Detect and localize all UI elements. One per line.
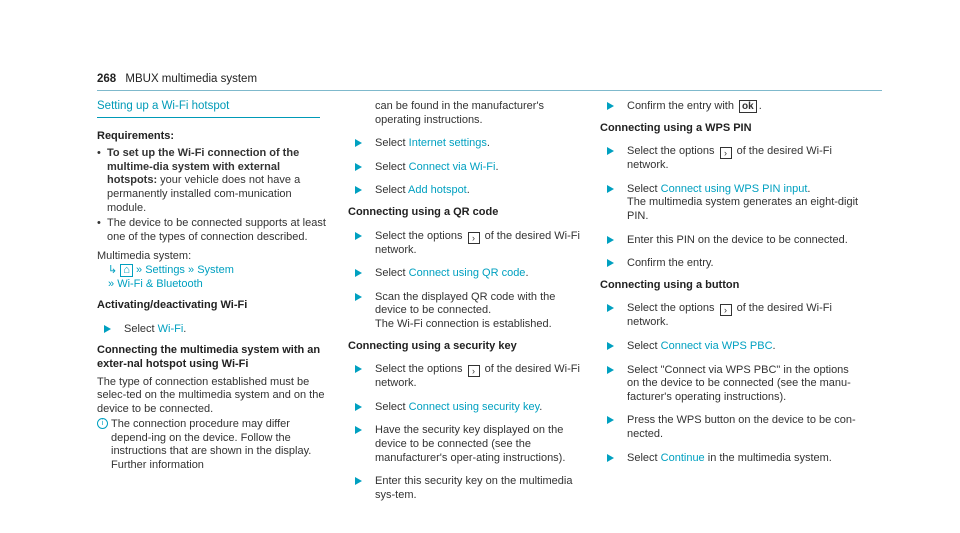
step <box>348 137 585 151</box>
step-text: Select "Connect via WPS PBC" in the options on the device to be connected (see the manu-facturer's operating instructions). <box>627 363 851 403</box>
step-text: Select <box>375 160 409 173</box>
step <box>348 230 585 258</box>
step-text: Enter this PIN on the device to be connected. <box>627 233 848 246</box>
step-arrow-icon <box>355 186 362 194</box>
step <box>600 302 860 330</box>
step-arrow-icon <box>607 102 614 110</box>
connect-wps-pbc-link[interactable]: Connect via WPS PBC <box>660 339 773 352</box>
path-wifi-bluetooth[interactable]: Wi-Fi & Bluetooth <box>117 277 203 290</box>
activate-heading: Activating/deactivating Wi-Fi <box>97 299 248 312</box>
step-text: Confirm the entry. <box>627 257 714 270</box>
step-text: . <box>807 182 811 195</box>
step-text: . <box>495 160 499 173</box>
step-text: Select <box>375 184 409 197</box>
note-text: The connection procedure may differ depend-ing on the device. Follow the instructions that are shown in the display. Further information <box>111 418 312 472</box>
step-arrow-icon <box>607 147 614 155</box>
connect-security-key-link[interactable]: Connect using security key <box>408 400 540 413</box>
internet-settings-link[interactable]: Internet settings <box>408 137 487 150</box>
step-arrow-icon <box>607 342 614 350</box>
step-text: . <box>183 322 187 335</box>
path-arrow-icon: ↳ <box>108 263 118 276</box>
step-text: Confirm the entry with <box>627 100 738 112</box>
step <box>97 323 330 337</box>
requirement-text: your vehicle does not have a permanently installed com-munication module. <box>107 174 301 214</box>
menu-path <box>97 264 330 291</box>
step <box>348 401 585 415</box>
requirements-heading: Requirements: <box>97 129 175 142</box>
path-separator-icon: » <box>188 263 195 276</box>
qr-heading: Connecting using a QR code <box>348 205 499 218</box>
step-text: Have the security key displayed on the device to be connected (see the manufacturer's oper-ating instructions). <box>375 424 566 464</box>
bullet-icon: • <box>97 147 101 160</box>
requirement-item <box>97 147 330 215</box>
info-icon: i <box>97 418 108 429</box>
connect-heading: Connecting the multimedia system with an exter-nal hotspot using Wi-Fi <box>97 344 321 370</box>
step-arrow-icon <box>355 365 362 373</box>
requirement-text: The device to be connected supports at least one of the types of connection described. <box>107 217 326 243</box>
step-text: Select <box>375 400 409 413</box>
add-hotspot-link[interactable]: Add hotspot <box>408 184 467 197</box>
step-arrow-icon <box>607 454 614 462</box>
path-label: Multimedia system: <box>97 250 192 263</box>
step-text: Select <box>627 182 661 195</box>
step-arrow-icon <box>607 236 614 244</box>
step <box>348 475 585 502</box>
options-icon[interactable]: › <box>720 147 732 159</box>
column-2 <box>348 100 585 510</box>
step-text: Scan the displayed QR code with the device to be connected. <box>375 290 556 317</box>
step-text: Select the options <box>627 145 718 158</box>
step-arrow-icon <box>355 139 362 147</box>
step-result: The multimedia system generates an eight-digit PIN. <box>627 196 859 222</box>
step-arrow-icon <box>607 304 614 312</box>
step <box>600 234 860 248</box>
page-header <box>97 73 257 85</box>
step <box>600 100 860 114</box>
step <box>348 424 585 465</box>
step-arrow-icon <box>355 477 362 485</box>
step-arrow-icon <box>607 259 614 267</box>
page-number: 268 <box>97 73 117 85</box>
step <box>600 257 860 271</box>
step <box>600 340 860 354</box>
key-heading: Connecting using a security key <box>348 339 517 352</box>
note <box>97 418 330 472</box>
step-arrow-icon <box>355 269 362 277</box>
step <box>600 452 860 466</box>
step-arrow-icon <box>355 232 362 240</box>
path-system[interactable]: System <box>197 263 234 276</box>
step-text: Press the WPS button on the device to be con-nected. <box>627 414 856 440</box>
connect-qr-link[interactable]: Connect using QR code <box>408 267 526 280</box>
step-arrow-icon <box>355 293 362 301</box>
step-arrow-icon <box>355 163 362 171</box>
step-text: of the desired Wi-Fi network. <box>375 229 580 256</box>
step-text: . <box>525 267 529 280</box>
connect-wps-pin-link[interactable]: Connect using WPS PIN input <box>660 182 808 195</box>
options-icon[interactable]: › <box>468 232 480 244</box>
step-text: Enter this security key on the multimedia sys-tem. <box>375 475 573 501</box>
step <box>348 291 585 332</box>
path-separator-icon: » <box>136 263 143 276</box>
step-arrow-icon <box>104 325 111 333</box>
path-settings[interactable]: Settings <box>145 263 185 276</box>
column-1 <box>97 100 330 473</box>
step-text: Select the options <box>375 229 466 242</box>
step-text: Select the options <box>375 363 466 376</box>
step-text: of the desired Wi-Fi network. <box>375 363 580 390</box>
step <box>348 184 585 198</box>
requirement-bold: To set up the Wi-Fi connection of the multime-dia system with external hotspots: <box>107 147 300 187</box>
step-arrow-icon <box>355 403 362 411</box>
step-text: . <box>772 339 776 352</box>
step <box>600 414 860 441</box>
step-text: . <box>539 400 543 413</box>
section-title: Setting up a Wi-Fi hotspot <box>97 100 320 118</box>
step-text: Select <box>627 451 661 464</box>
continue-link[interactable]: Continue <box>660 451 705 464</box>
options-icon[interactable]: › <box>720 304 732 316</box>
step-text: . <box>486 137 490 150</box>
options-icon[interactable]: › <box>468 365 480 377</box>
step <box>600 145 860 173</box>
step-text: Select the options <box>627 302 718 315</box>
step <box>348 161 585 175</box>
step-arrow-icon <box>607 366 614 374</box>
step-text: of the desired Wi-Fi network. <box>627 145 832 172</box>
step-text: Select <box>627 339 661 352</box>
wifi-link[interactable]: Wi-Fi <box>157 322 184 335</box>
ok-icon[interactable]: ok <box>739 100 757 113</box>
step-text: of the desired Wi-Fi network. <box>627 302 832 329</box>
header-divider <box>97 90 882 91</box>
page-header-title: MBUX multimedia system <box>125 73 258 85</box>
step-text: . <box>758 100 762 112</box>
step <box>600 183 860 224</box>
home-icon[interactable]: ⌂ <box>120 264 133 277</box>
step-arrow-icon <box>607 185 614 193</box>
step-result: The Wi-Fi connection is established. <box>375 317 552 330</box>
connect-text: The type of connection established must be selec-ted on the multimedia system and on the device to be connected. <box>97 375 325 415</box>
step-arrow-icon <box>355 426 362 434</box>
requirement-item <box>97 217 330 244</box>
bullet-icon: • <box>97 217 101 230</box>
step-text: Select <box>375 267 409 280</box>
step-text: Select <box>124 322 158 335</box>
wps-heading: Connecting using a WPS PIN <box>600 121 752 134</box>
path-separator-icon: » <box>108 277 115 290</box>
button-heading: Connecting using a button <box>600 278 740 291</box>
step-arrow-icon <box>607 416 614 424</box>
continued-text: can be found in the manufacturer's operating instructions. <box>375 100 545 126</box>
step-text: in the multimedia system. <box>704 451 832 464</box>
step <box>348 267 585 281</box>
step <box>348 363 585 391</box>
connect-via-wifi-link[interactable]: Connect via Wi-Fi <box>408 160 496 173</box>
step <box>600 364 860 405</box>
step-text: Select <box>375 137 409 150</box>
column-3 <box>600 100 860 473</box>
step-text: . <box>466 184 470 197</box>
